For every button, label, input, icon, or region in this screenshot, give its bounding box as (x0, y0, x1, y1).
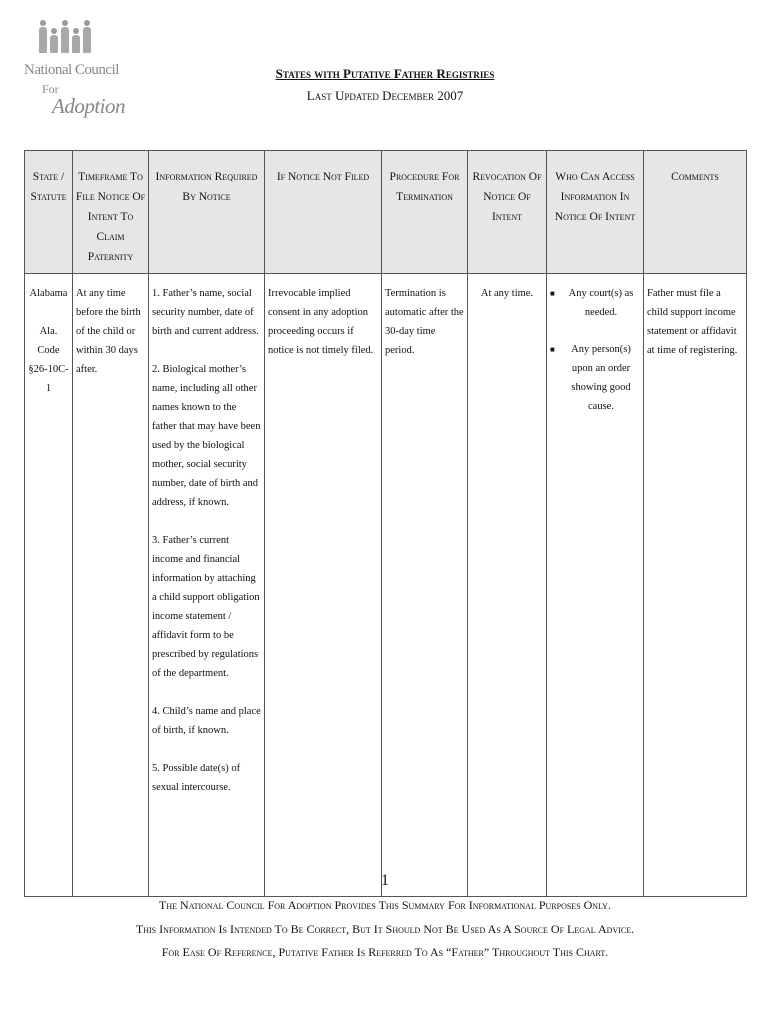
access-text: Any court(s) as needed. (568, 288, 634, 318)
info-item: 3. Father’s current income and financial information by attaching a child support obligation income statement / affidavit form to be prescribed by regulations of the department. (152, 535, 260, 679)
col-header-state: State / Statute (25, 151, 73, 274)
logo-line-2: For (42, 82, 59, 96)
logo-line-1: National Council (24, 62, 119, 78)
cell-not-filed: Irrevocable implied consent in any adoption proceeding occurs if notice is not timely filed. (265, 274, 382, 897)
statute: Ala. Code §26-10C-1 (28, 326, 69, 394)
col-header-comments: Comments (644, 151, 747, 274)
state-name: Alabama (29, 288, 68, 299)
table-row (25, 274, 747, 897)
page-number: 1 (381, 872, 389, 889)
col-header-termination: Procedure For Termination (382, 151, 468, 274)
logo-line-3: Adoption (52, 94, 125, 118)
access-text: Any person(s) upon an order showing good cause. (571, 344, 631, 412)
cell-access (547, 274, 644, 897)
cell-info (149, 274, 265, 897)
family-figures-icon (38, 20, 93, 59)
col-header-info: Information Required By Notice (149, 151, 265, 274)
page-subtitle: Last Updated December 2007 (306, 88, 464, 103)
cell-state (25, 274, 73, 897)
col-header-access: Who Can Access Information In Notice Of Intent (547, 151, 644, 274)
registry-table (24, 150, 747, 897)
col-header-revocation: Revocation Of Notice Of Intent (468, 151, 547, 274)
cell-revocation: At any time. (468, 274, 547, 897)
footer-line-3: For Ease Of Reference, Putative Father Is Referred To As “Father” Throughout This Chart. (161, 945, 609, 959)
info-item: 5. Possible date(s) of sexual intercourse. (152, 763, 241, 793)
access-item (550, 340, 640, 416)
info-item: 1. Father’s name, social security number, date of birth and current address. (152, 288, 259, 337)
bullet-icon: ■ (550, 345, 555, 354)
cell-comments: Father must file a child support income statement or affidavit at time of registering. (644, 274, 747, 897)
bullet-icon: ■ (550, 289, 555, 298)
page-title: States with Putative Father Registries (275, 66, 495, 81)
col-header-timeframe: Timeframe To File Notice Of Intent To Claim Paternity (73, 151, 149, 274)
footer-line-2: This Information Is Intended To Be Correct, But It Should Not Be Used As A Source Of Legal Advice. (135, 922, 635, 936)
access-item (550, 284, 640, 322)
cell-termination: Termination is automatic after the 30-day time period. (382, 274, 468, 897)
info-item: 2. Biological mother’s name, including all other names known to the father that may have been used by the biological mother, social security number, date of birth and address, if known. (152, 364, 261, 508)
cell-timeframe: At any time before the birth of the child or within 30 days after. (73, 274, 149, 897)
info-item: 4. Child’s name and place of birth, if known. (152, 706, 261, 736)
table-header-row (25, 151, 747, 274)
footer-line-1: The National Council For Adoption Provides This Summary For Informational Purposes Only. (159, 898, 611, 912)
col-header-not-filed: If Notice Not Filed (265, 151, 382, 274)
